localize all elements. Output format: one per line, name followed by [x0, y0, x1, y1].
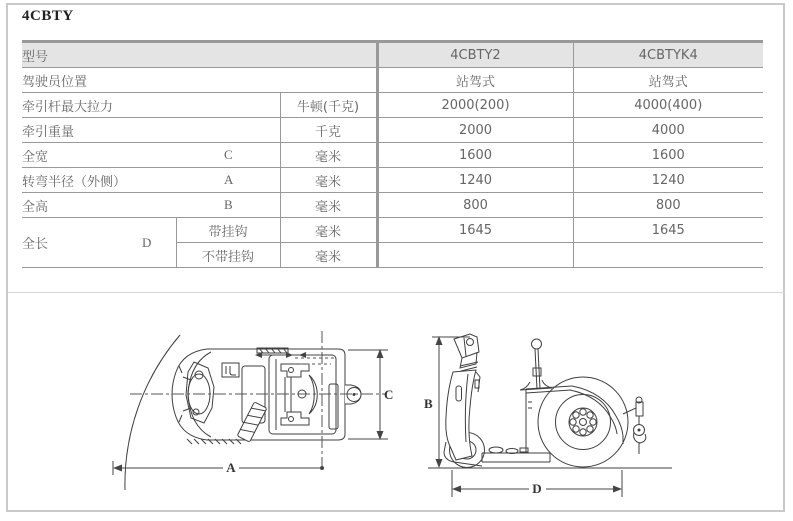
- value-cell: 800: [573, 193, 763, 218]
- value-cell: 1600: [573, 143, 763, 168]
- dim-letter: C: [224, 147, 233, 162]
- unit-cell: 千克: [280, 118, 377, 143]
- value-cell: [573, 243, 763, 268]
- dim-letter: B: [224, 197, 233, 212]
- value-cell: [377, 243, 573, 268]
- row-label-text: 全长: [22, 237, 49, 252]
- table-row: [22, 68, 763, 93]
- row-label: [22, 143, 280, 168]
- value-cell: 1645: [573, 218, 763, 243]
- unit-cell: 毫米: [280, 243, 377, 268]
- table-row: [22, 118, 763, 143]
- unit-cell: 牛顿(千克): [280, 93, 377, 118]
- value-cell: 1645: [377, 218, 573, 243]
- sub-label: 不带挂钩: [176, 243, 280, 268]
- row-label-text: 全宽: [22, 149, 49, 165]
- value-cell: 1600: [377, 143, 573, 168]
- side-view-diagram: [420, 322, 695, 507]
- value-cell: 1240: [573, 168, 763, 193]
- unit-cell: 毫米: [280, 168, 377, 193]
- sub-label: 带挂钩: [176, 218, 280, 243]
- row-label: [22, 193, 280, 218]
- table-row: [22, 93, 763, 118]
- row-label-text: 转弯半径（外侧）: [22, 174, 127, 190]
- row-label-text: 全高: [22, 199, 49, 215]
- dim-label-d: D: [532, 481, 542, 496]
- spec-table: [22, 40, 763, 268]
- section-divider: [8, 292, 785, 293]
- dim-label-a: A: [226, 460, 236, 475]
- page-title: 4CBTY: [22, 8, 74, 24]
- value-cell: 2000: [377, 118, 573, 143]
- column-header: 4CBTY2: [377, 42, 573, 68]
- row-label: 牵引重量: [22, 118, 280, 143]
- dim-letter: A: [224, 172, 234, 187]
- table-row: [22, 143, 763, 168]
- dim-label-c: C: [384, 387, 394, 402]
- unit-cell: 毫米: [280, 143, 377, 168]
- top-view-diagram: [95, 315, 395, 505]
- row-label: [22, 218, 176, 268]
- value-cell: 4000(400): [573, 93, 763, 118]
- value-cell: 4000: [573, 118, 763, 143]
- unit-cell: 毫米: [280, 193, 377, 218]
- table-row: [22, 42, 763, 68]
- table-row: [22, 168, 763, 193]
- value-cell: 800: [377, 193, 573, 218]
- value-cell: 2000(200): [377, 93, 573, 118]
- unit-cell: 毫米: [280, 218, 377, 243]
- value-cell: 站驾式: [573, 68, 763, 93]
- value-cell: 站驾式: [377, 68, 573, 93]
- dim-label-b: B: [424, 396, 433, 411]
- row-label: 牵引杆最大拉力: [22, 93, 280, 118]
- dim-letter: D: [142, 234, 152, 250]
- row-label: 型号: [22, 42, 377, 68]
- column-header: 4CBTYK4: [573, 42, 763, 68]
- table-row: [22, 218, 763, 243]
- table-row: [22, 193, 763, 218]
- row-label: 驾驶员位置: [22, 68, 377, 93]
- value-cell: 1240: [377, 168, 573, 193]
- row-label: [22, 168, 280, 193]
